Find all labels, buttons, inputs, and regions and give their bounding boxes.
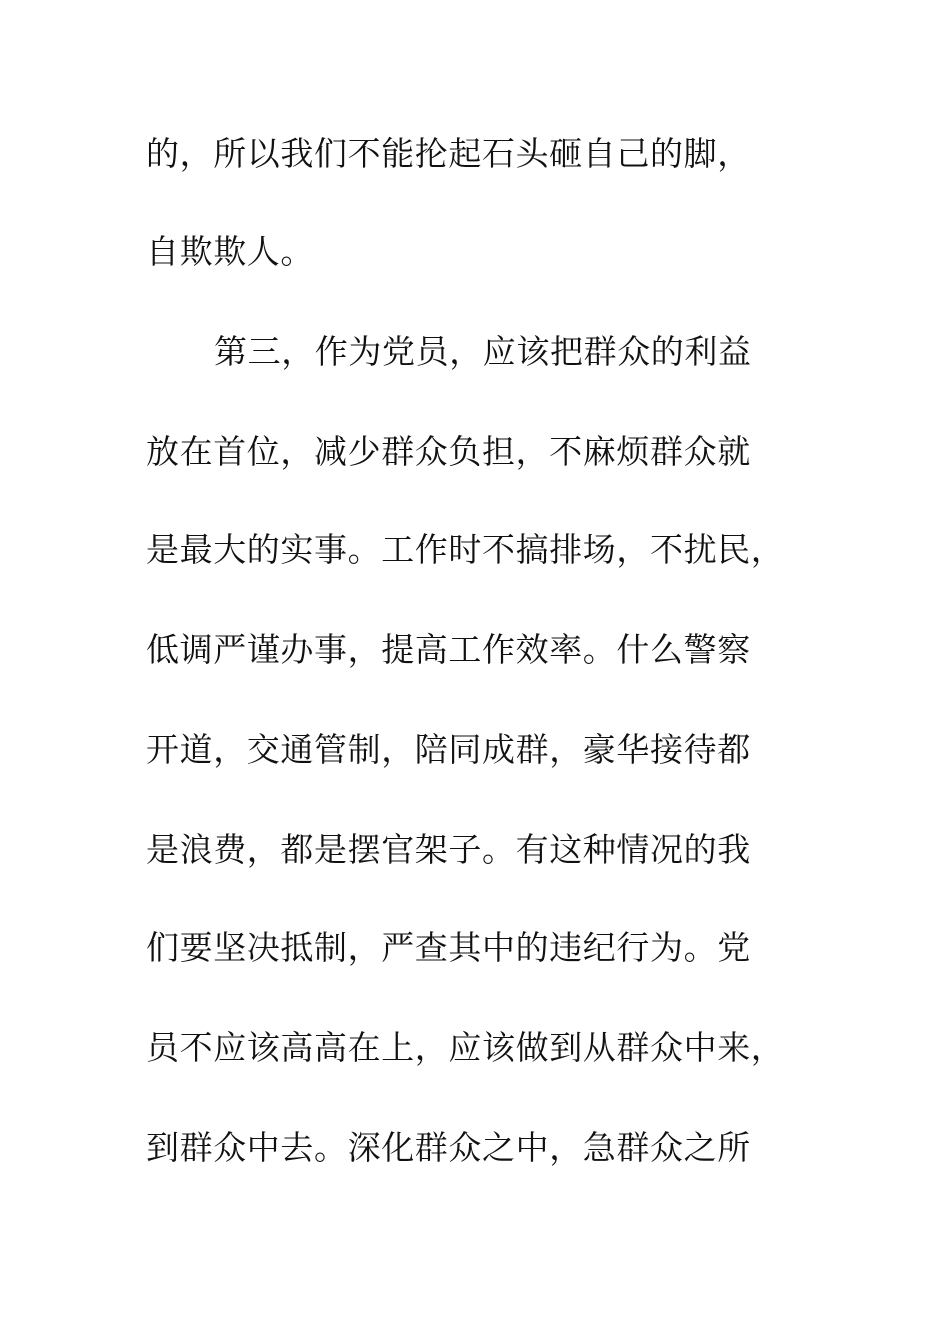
body-text-line: 低调严谨办事，提高工作效率。什么警察: [146, 630, 751, 669]
body-text-line: 自欺欺人。: [146, 232, 314, 271]
paragraph-start-line: 第三，作为党员，应该把群众的利益: [214, 332, 752, 371]
body-text-line: 员不应该高高在上，应该做到从群众中来，: [146, 1028, 785, 1067]
body-text-line: 放在首位，减少群众负担，不麻烦群众就: [146, 432, 751, 471]
body-text-line: 们要坚决抵制，严查其中的违纪行为。党: [146, 928, 751, 967]
body-text-line: 开道，交通管制，陪同成群，豪华接待都: [146, 730, 751, 769]
body-text-line: 到群众中去。深化群众之中，急群众之所: [146, 1128, 751, 1167]
body-text-line: 是浪费，都是摆官架子。有这种情况的我: [146, 830, 751, 869]
body-text-line: 的，所以我们不能抡起石头砸自己的脚，: [146, 134, 751, 173]
body-text-line: 是最大的实事。工作时不搞排场，不扰民，: [146, 530, 785, 569]
